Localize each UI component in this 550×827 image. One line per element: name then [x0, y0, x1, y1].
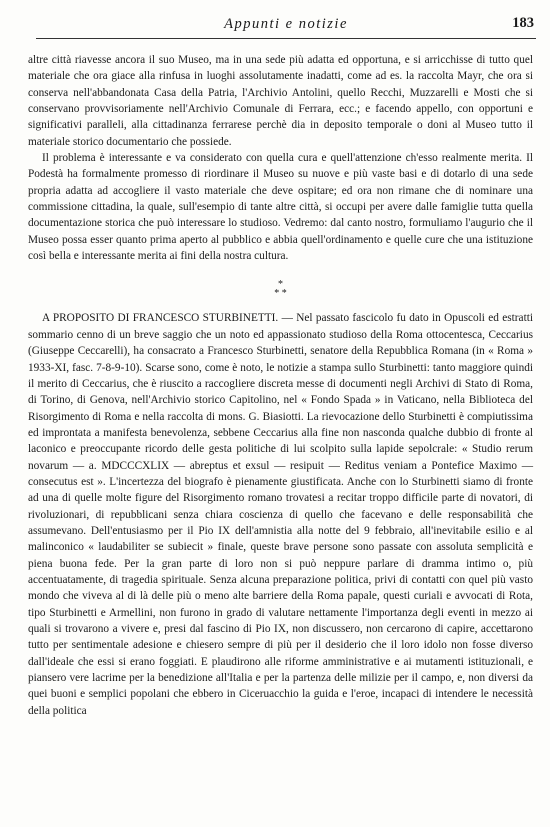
- paragraph-museum-problem: Il problema è interessante e va considerato con quella cura e quell'attenzione ch'esso realmente merita. Il Podestà ha formalmente promesso di riordinare il Museo su nuove e più vaste basi e di dotarlo di una sede propria adatta ad accogliere il vasto materiale che deve ospitare; ed ora non rimane che di nominare una commissione cittadina, la quale, sull'esempio di tante altre città, si occupi per avere dalle famiglie tutta quella documentazione storica che può interessare lo studioso. Vedremo: dal canto nostro, formuliamo l'augurio che il Museo possa esser quanto prima aperto al pubblico e abbia quell'ordinamento e quelle cure che una istituzione così bella e interessante merita ai fini della nostra cultura.: [28, 152, 533, 263]
- running-title: Appunti e notizie: [224, 16, 348, 32]
- running-header: [36, 14, 536, 39]
- paragraph-sturbinetti: A PROPOSITO DI FRANCESCO STURBINETTI. — Nel passato fascicolo fu dato in Opuscoli ed estratti sommario cenno di un breve saggio che un noto ed appassionato studioso della Roma ottocentesca, Ceccarius (Giuseppe Ceccarelli), ha consacrato a Francesco Sturbinetti, senatore della Repubblica Romana (in « Roma » 1933-XI, fasc. 7-8-9-10). Scarse sono, come è noto, le notizie a stampa sullo Sturbinetti: tanto maggiore quindi il merito di Ceccarius, che è riuscito a raccogliere discreta messe di documenti negli Archivi di Stato di Roma, di Torino, di Genova, nell'Archivio storico Capitolino, nel « Fondo Spada » in Vaticano, nella Biblioteca del Risorgimento di Roma e nella raccolta di mons. G. Biasiotti. La rievocazione dello Sturbinetti è compiutissima ed improntata a manifesta benevolenza, sebbene Ceccarius alla fine non nasconda qualche dubbio di fronte al laconico e preoccupante ricordo delle gesta politiche di lui scolpito sulla lapide sepolcrale: « Studio rerum novarum — a. MDCCCXLIX — abreptus et exsul — resipuit — Reditus veniam a Pontefice Maximo — consecutus est ». L'incertezza del biografo è pienamente giustificata. Anche con lo Sturbinetti siamo di fronte ad una di quelle molte figure del Risorgimento romano trovatesi a recitar troppo difficile parte di novatori, di rivoluzionari, di repubblicani senza chiara coscienza di quello che facevano e delle responsabilità che assumevano. Dell'entusiasmo per il Pio IX dell'amnistia alla notte del 9 febbraio, all'inevitabile esilio e al malinconico « laudabiliter se subiecit » finale, queste brave persone sono passate con assoluta semplicità e piena buona fede. Per la gran parte di loro non si può neppure parlare di dramma intimo o, più accentuatamente, di tragedia spirituale. Senza alcuna preparazione politica, privi di contatti con quel più vasto mondo che viveva al di là delle più o meno alte barriere della Roma papale, questi curiali e avvocati di Rota, tipo Sturbinetti e Armellini, non furono in grado di valutare nettamente l'importanza degli eventi in mezzo ai quali si trovarono a vivere e, presi dal fascino di Pio IX, non discussero, non cercarono di capire, accettarono tutto per sentimentale adesione e chiesero sempre di più per il desiderio che il loro idolo non fosse diverso dall'ideale che essi si erano foggiati. E plaudirono alle riforme amministrative e ai mutamenti istituzionali, e piansero vere lacrime per la benedizione all'Italia e per la partenza delle milizie per il campo, e, non diversi da quei buoni e semplici popolani che ebbero in Ciceruacchio la guida e l'eroe, incapaci di intendere le necessità della politica: [28, 312, 533, 717]
- separator-stars-bottom: * *: [274, 288, 287, 300]
- paragraph-museum-continuation: altre città riavesse ancora il suo Museo, ma in una sede più adatta ed opportuna, e si arricchisse di tutto quel materiale che ora giace alla rinfusa in luoghi assolutamente inadatti, come ad es. la raccolta Mayr, che ora si conserva nell'abbandonata Casa della Patria, l'Archivio Antolini, quello Recchi, Muzzarelli e Mosti che si conservano provvisoriamente nell'Archivio Comunale di Ferrara, ecc.; e facendo appello, con opportuni e significativi paralleli, alla cittadinanza ferrarese perchè dia in deposito temporale o doni al Museo tutto il materiale storico documentario che possiede.: [28, 54, 533, 148]
- separator-star-top: *: [278, 279, 283, 291]
- page-body: [28, 52, 533, 719]
- page-number: 183: [512, 15, 534, 31]
- section-separator: [28, 280, 533, 298]
